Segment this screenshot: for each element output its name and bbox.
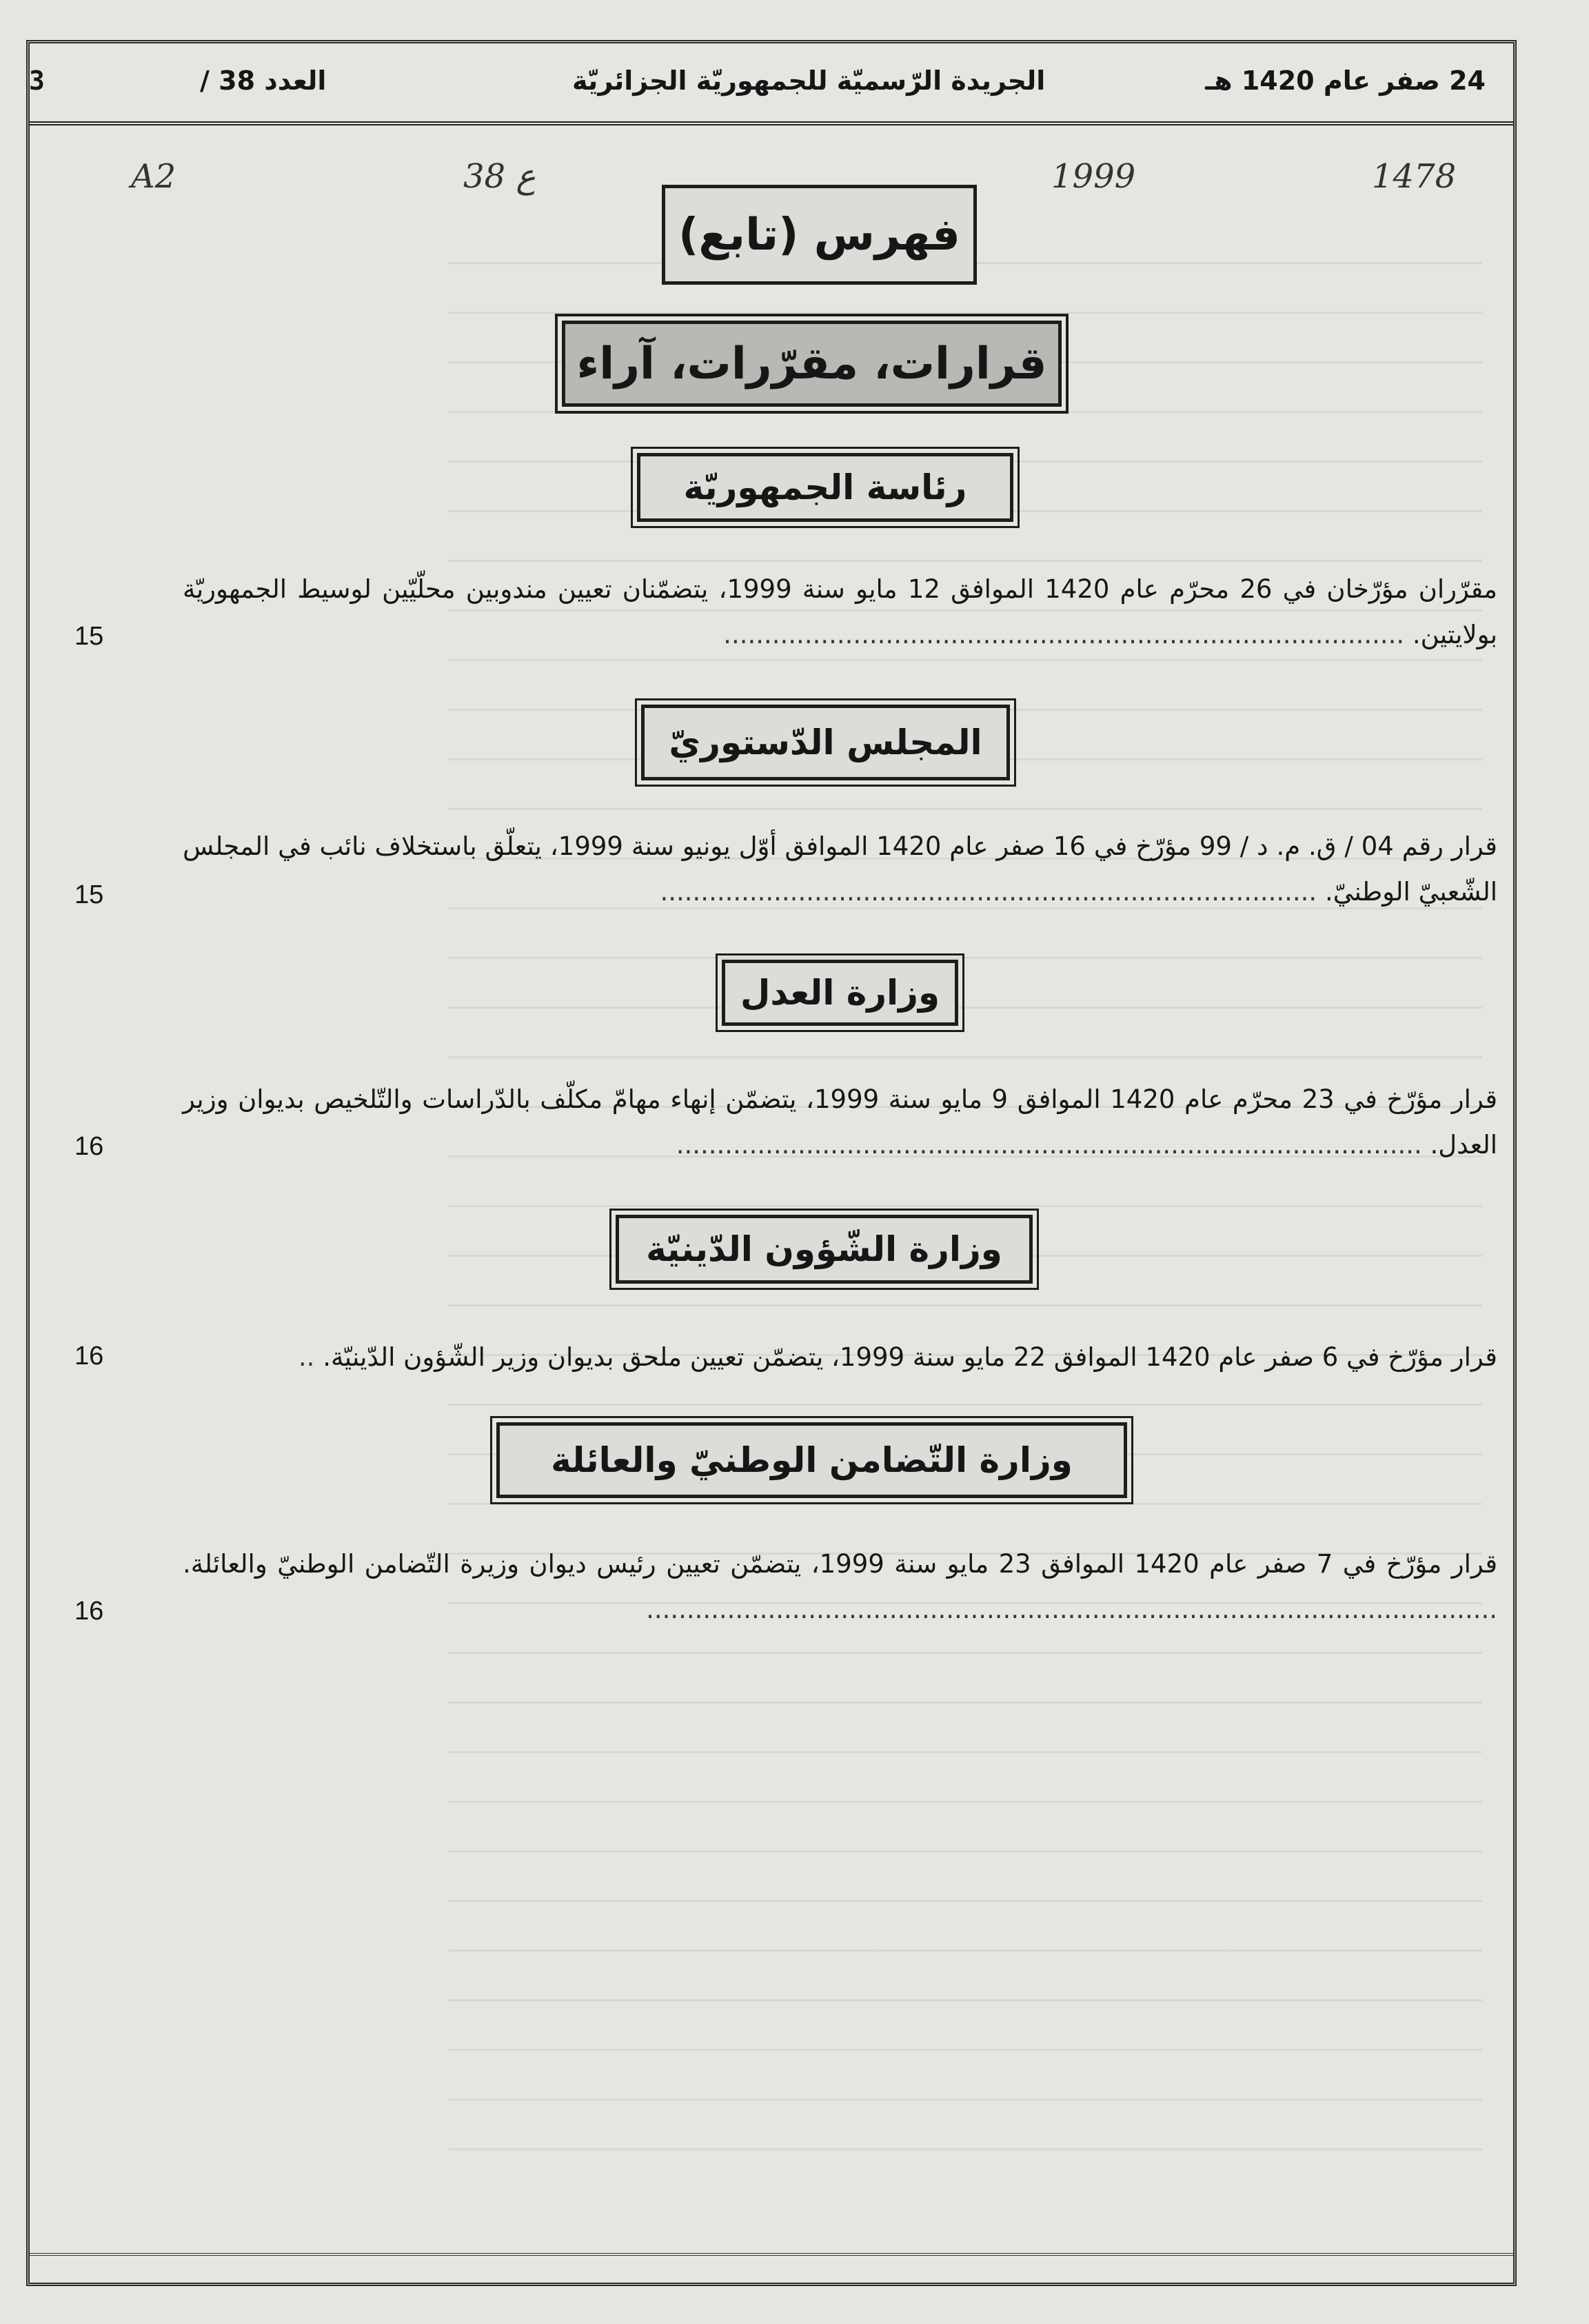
category-title: قرارات، مقرّرات، آراء bbox=[562, 321, 1062, 407]
section-title-ministry-solidarity-family: وزارة التّضامن الوطنيّ والعائلة bbox=[496, 1422, 1127, 1498]
section-title-ministry-justice: وزارة العدل bbox=[722, 960, 958, 1026]
entry-page-number: 16 bbox=[74, 1342, 104, 1371]
handwritten-code: 1478 bbox=[1372, 157, 1457, 196]
handwritten-year: 1999 bbox=[1051, 157, 1136, 196]
index-entry bbox=[62, 567, 1497, 658]
entry-page-number: 16 bbox=[74, 1132, 104, 1161]
leader-dots: .. bbox=[298, 1342, 315, 1372]
entry-text: قرار مؤرّخ في 23 محرّم عام 1420 الموافق 9 مايو سنة 1999، يتضمّن إنهاء مهامّ مكلّف بالدّراسات والتّلخيص بديوان وزير العدل. ............................................................................................ bbox=[183, 1084, 1498, 1160]
index-title: فهرس (تابع) bbox=[662, 185, 977, 285]
index-entry bbox=[62, 1335, 1497, 1380]
header-rule bbox=[29, 121, 1514, 125]
leader-dots: ............................................................................................ bbox=[676, 1130, 1422, 1160]
section-title-presidency: رئاسة الجمهوريّة bbox=[637, 453, 1013, 522]
entry-text: قرار مؤرّخ في 6 صفر عام 1420 الموافق 22 مايو سنة 1999، يتضمّن تعيين ملحق بديوان وزير الشّؤون الدّينيّة. .. bbox=[298, 1342, 1497, 1372]
leader-dots: ......................................................................................................... bbox=[646, 1595, 1497, 1624]
entry-text: مقرّران مؤرّخان في 26 محرّم عام 1420 الموافق 12 مايو سنة 1999، يتضمّنان تعيين مندوبين محلّيّين لوسيط الجمهوريّة بولايتين. .................................................................................... bbox=[183, 574, 1498, 649]
handwritten-issue: ع 38 bbox=[463, 157, 536, 196]
header-date: 24 صفر عام 1420 هـ bbox=[1205, 65, 1486, 96]
bottom-rule bbox=[29, 2253, 1514, 2256]
section-title-constitutional-council: المجلس الدّستوريّ bbox=[641, 705, 1010, 780]
handwritten-ref: A2 bbox=[131, 157, 176, 196]
index-entry bbox=[62, 1077, 1497, 1168]
entry-page-number: 15 bbox=[74, 622, 104, 651]
header-issue bbox=[200, 65, 326, 96]
header-page-number: 3 bbox=[29, 65, 45, 96]
entry-page-number: 15 bbox=[74, 880, 104, 909]
leader-dots: .................................................................................... bbox=[723, 620, 1405, 649]
leader-dots: ................................................................................. bbox=[660, 877, 1317, 907]
section-title-ministry-religious-affairs: وزارة الشّؤون الدّينيّة bbox=[616, 1215, 1033, 1284]
entry-text: قرار مؤرّخ في 7 صفر عام 1420 الموافق 23 مايو سنة 1999، يتضمّن تعيين رئيس ديوان وزيرة التّضامن الوطنيّ والعائلة. ......................................................................................................... bbox=[183, 1549, 1498, 1624]
index-entry bbox=[62, 1542, 1497, 1633]
entry-page-number: 16 bbox=[74, 1597, 104, 1626]
entry-text: قرار رقم 04 / ق. م. د / 99 مؤرّخ في 16 صفر عام 1420 الموافق أوّل يونيو سنة 1999، يتعلّق باستخلاف نائب في المجلس الشّعبيّ الوطنيّ. ................................................................................. bbox=[183, 831, 1497, 907]
index-entry bbox=[62, 824, 1497, 915]
header-journal-title: الجريدة الرّسميّة للجمهوريّة الجزائريّة bbox=[572, 65, 1046, 96]
header-issue-number: العدد 38 bbox=[219, 65, 327, 96]
header-separator: / bbox=[200, 65, 210, 96]
